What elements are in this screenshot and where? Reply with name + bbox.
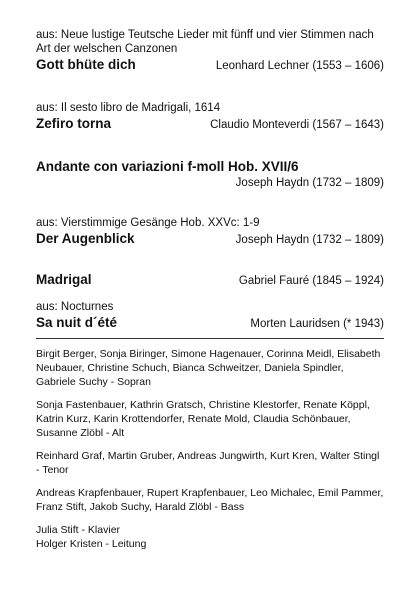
piece-composer: Joseph Haydn (1732 – 1809): [235, 234, 384, 246]
performer-director: Holger Kristen - Leitung: [36, 538, 147, 550]
performers-alto: Sonja Fastenbauer, Kathrin Gratsch, Christine Klestorfer, Renate Köppl, Katrin Kurz, Karin Krottendorfer, Renate Mold, Claudia Schönbauer, Susanne Zlöbl - Alt: [36, 399, 370, 439]
piece-title: Gott bhüte dich: [36, 57, 136, 72]
piece-title: Sa nuit d´été: [36, 315, 118, 330]
piece-composer: Morten Lauridsen (* 1943): [250, 318, 384, 330]
piece-source: aus: Nocturnes: [36, 301, 114, 313]
performers-tenor: Reinhard Graf, Martin Gruber, Andreas Jungwirth, Kurt Kren, Walter Stingl - Tenor: [36, 450, 380, 476]
program-page: [36, 28, 384, 551]
piece-haydn-augenblick: [36, 216, 384, 249]
performer-piano: Julia Stift - Klavier: [36, 524, 121, 536]
piece-source: aus: Neue lustige Teutsche Lieder mit fünff und vier Stimmen nach Art der welschen Canzonen: [36, 29, 374, 55]
piece-heading: [36, 115, 384, 134]
piece-title: Andante con variazioni f-moll Hob. XVII/6: [36, 159, 299, 174]
piece-lechner: [36, 28, 384, 75]
piece-monteverdi: [36, 101, 384, 134]
piece-heading: [36, 314, 384, 333]
performers-bass: Andreas Krapfenbauer, Rupert Krapfenbauer, Leo Michalec, Emil Pammer, Franz Stift, Jakob Suchy, Harald Zlöbl - Bass: [36, 487, 384, 513]
piece-composer: Claudio Monteverdi (1567 – 1643): [210, 119, 384, 131]
piece-title: Madrigal: [36, 272, 92, 287]
piece-composer: Gabriel Fauré (1845 – 1924): [238, 275, 384, 287]
piece-haydn-andante: [36, 158, 384, 192]
piece-composer: Joseph Haydn (1732 – 1809): [235, 177, 384, 189]
piece-lauridsen: [36, 300, 384, 333]
divider: [36, 338, 384, 339]
piece-source: aus: Il sesto libro de Madrigali, 1614: [36, 102, 221, 114]
performers-soprano: Birgit Berger, Sonja Biringer, Simone Hagenauer, Corinna Meidl, Elisabeth Neubauer, Christine Schuch, Bianca Schweitzer, Daniela Spindler, Gabriele Suchy - Sopran: [36, 348, 381, 388]
piece-heading: [36, 56, 384, 75]
piece-title: Der Augenblick: [36, 231, 135, 246]
piece-composer: Leonhard Lechner (1553 – 1606): [215, 60, 384, 72]
piece-heading: [36, 271, 384, 290]
piece-faure: [36, 271, 384, 290]
piece-title: Zefiro torna: [36, 116, 112, 131]
piece-heading: [36, 230, 384, 249]
piece-source: aus: Vierstimmige Gesänge Hob. XXVc: 1-9: [36, 217, 260, 229]
